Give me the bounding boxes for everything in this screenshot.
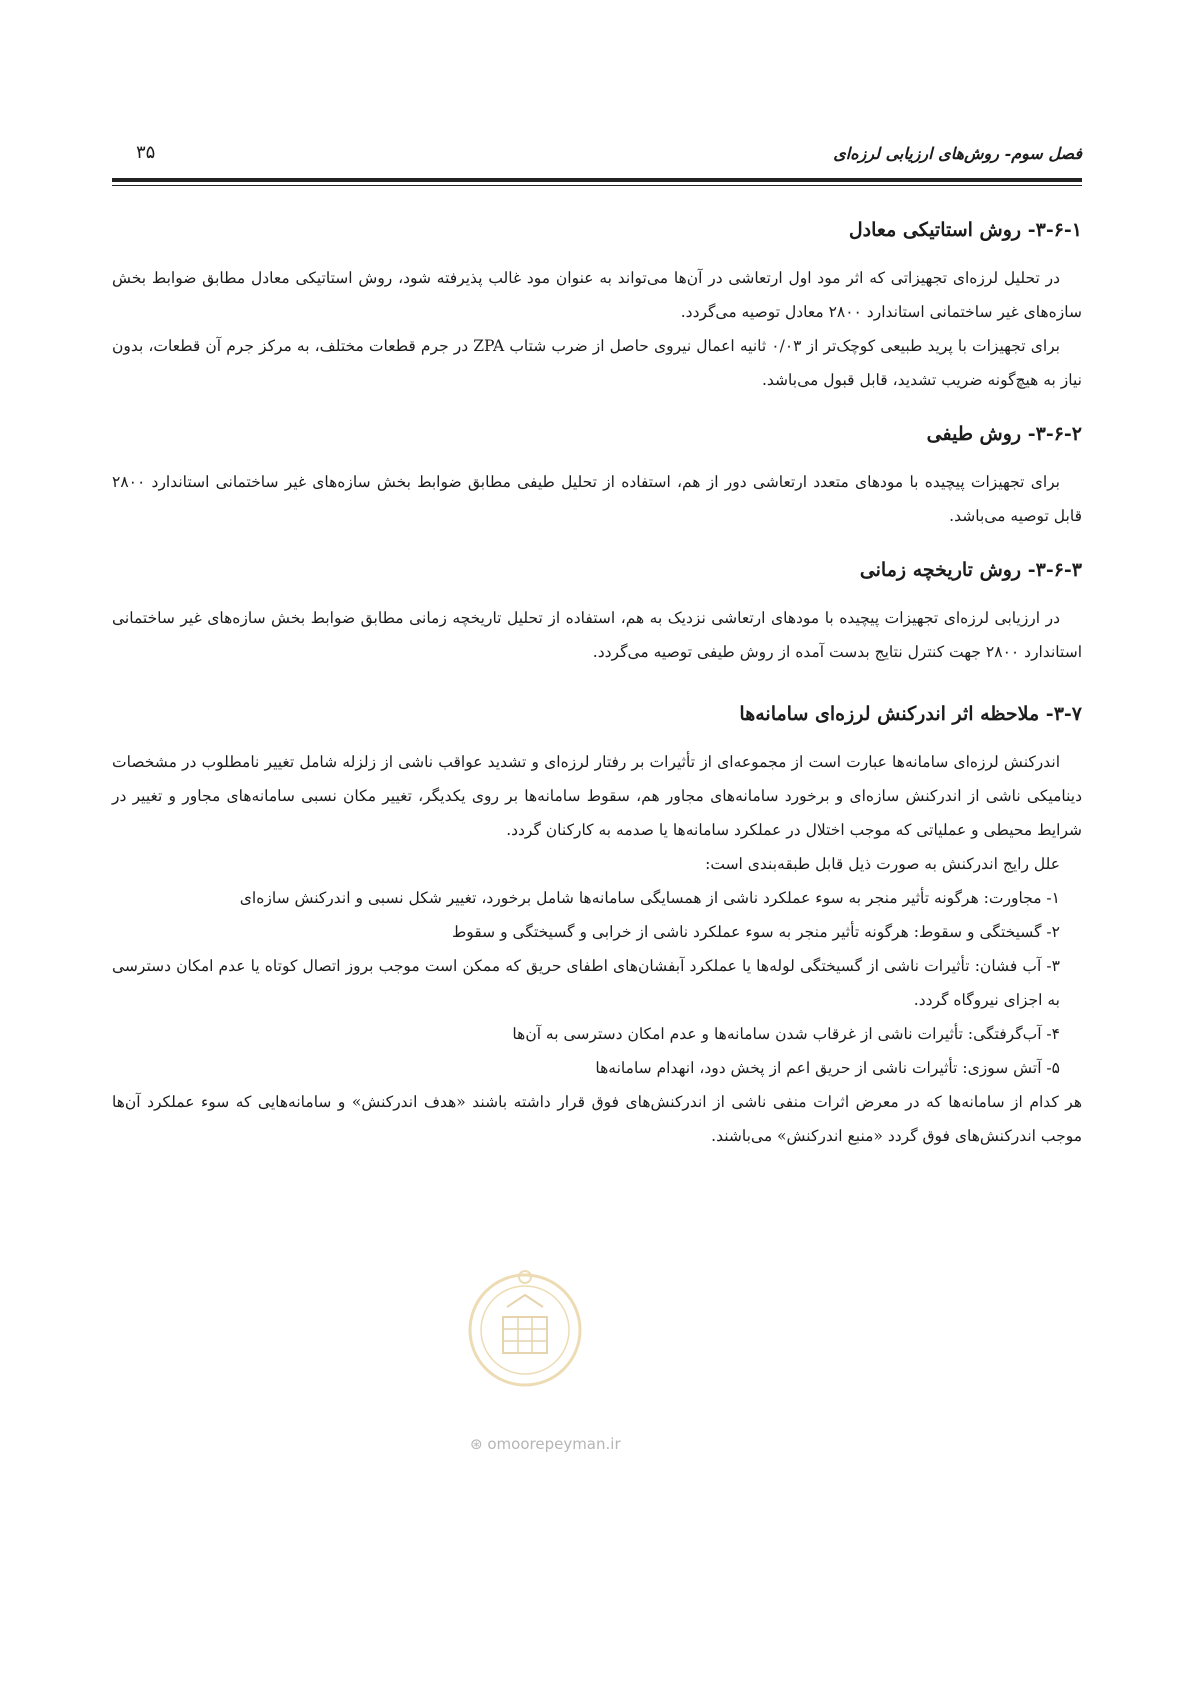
section-system-interaction: [112, 699, 1082, 1153]
paragraph: در ارزیابی لرزه‌ای تجهیزات پیچیده با مودهای ارتعاشی نزدیک به هم، استفاده از تحلیل تاریخچه زمانی مطابق ضوابط بخش سازه‌های غیر ساختمانی استاندارد ۲۸۰۰ جهت کنترل نتایج بدست آمده از روش طیفی توصیه می‌گردد.: [112, 609, 1082, 661]
paragraph: اندرکنش لرزه‌ای سامانه‌ها عبارت است از مجموعه‌ای از تأثیرات بر رفتار لرزه‌ای و تشدید عواقب ناشی از زلزله شامل تغییر نامطلوب در مشخصات دینامیکی ناشی از اندرکنش سازه‌ای و برخورد سامانه‌های مجاور هم، سقوط سامانه‌ها بر روی یکدیگر، تغییر مکان نسبی سامانه‌های مجاور و تغییر در شرایط محیطی و عملیاتی که موجب اختلال در عملکرد سامانه‌ها یا صدمه به کارکنان گردد.: [112, 753, 1082, 839]
section-time-history: [112, 555, 1082, 669]
list-item: ۱- مجاورت: هرگونه تأثیر منجر به سوء عملکرد ناشی از همسایگی سامانه‌ها شامل برخورد، تغییر شکل نسبی و اندرکنش سازه‌ای: [239, 889, 1060, 907]
section-heading: ۳-۷- ملاحظه اثر اندرکنش لرزه‌ای سامانه‌ها: [739, 703, 1082, 725]
list-item: ۵- آتش سوزی: تأثیرات ناشی از حریق اعم از پخش دود، انهدام سامانه‌ها: [595, 1059, 1060, 1077]
causes-list: [112, 881, 1082, 1085]
page-number: ۳۵: [136, 142, 156, 163]
watermark-url-text: omoorepeyman.ir: [487, 1435, 621, 1453]
section-equivalent-static: [112, 215, 1082, 397]
header-rule-thin: [112, 185, 1082, 186]
watermark-url: [470, 1435, 621, 1453]
header-rule-thick: [112, 178, 1082, 182]
section-heading: ۳-۶-۳- روش تاریخچه زمانی: [859, 559, 1082, 581]
list-item: ۴- آب‌گرفتگی: تأثیرات ناشی از غرقاب شدن سامانه‌ها و عدم امکان دسترسی به آن‌ها: [512, 1025, 1060, 1043]
section-heading: ۳-۶-۱- روش استاتیکی معادل: [848, 219, 1082, 241]
paragraph: برای تجهیزات با پرید طبیعی کوچک‌تر از ۰/۰۳ ثانیه اعمال نیروی حاصل از ضرب شتاب ZPA در جرم قطعات مختلف، به مرکز جرم آن قطعات، بدون نیاز به هیچ‌گونه ضریب تشدید، قابل قبول می‌باشد.: [112, 337, 1082, 389]
causes-intro: علل رایج اندرکنش به صورت ذیل قابل طبقه‌بندی است:: [705, 855, 1060, 873]
page-header: [112, 140, 1082, 176]
paragraph: هر کدام از سامانه‌ها که در معرض اثرات منفی ناشی از اندرکنش‌های فوق قرار داشته باشند «هدف اندرکنش» و سامانه‌هایی که سوء عملکرد آن‌ها موجب اندرکنش‌های فوق گردد «منبع اندرکنش» می‌باشند.: [112, 1093, 1082, 1145]
list-item: ۲- گسیختگی و سقوط: هرگونه تأثیر منجر به سوء عملکرد ناشی از خرابی و گسیختگی و سقوط: [451, 923, 1060, 941]
page-content: [112, 215, 1082, 1153]
watermark-seal-icon: [465, 1255, 585, 1405]
list-item: ۳- آب فشان: تأثیرات ناشی از گسیختگی لوله‌ها یا عملکرد آبفشان‌های اطفای حریق که ممکن است موجب بروز اتصال کوتاه یا عدم امکان دسترسی به اجزای نیروگاه گردد.: [112, 957, 1060, 1009]
chapter-title: فصل سوم- روش‌های ارزیابی لرزه‌ای: [833, 144, 1082, 163]
paragraph: برای تجهیزات پیچیده با مودهای متعدد ارتعاشی دور از هم، استفاده از تحلیل طیفی مطابق ضوابط بخش سازه‌های غیر ساختمانی استاندارد ۲۸۰۰ قابل توصیه می‌باشد.: [112, 473, 1082, 525]
section-heading: ۳-۶-۲- روش طیفی: [926, 423, 1082, 445]
section-spectral: [112, 419, 1082, 533]
watermark-logo-icon: ⊛: [470, 1435, 483, 1453]
paragraph: در تحلیل لرزه‌ای تجهیزاتی که اثر مود اول ارتعاشی در آن‌ها می‌تواند به عنوان مود غالب پذیرفته شود، روش استاتیکی معادل مطابق ضوابط بخش سازه‌های غیر ساختمانی استاندارد ۲۸۰۰ معادل توصیه می‌گردد.: [112, 269, 1082, 321]
